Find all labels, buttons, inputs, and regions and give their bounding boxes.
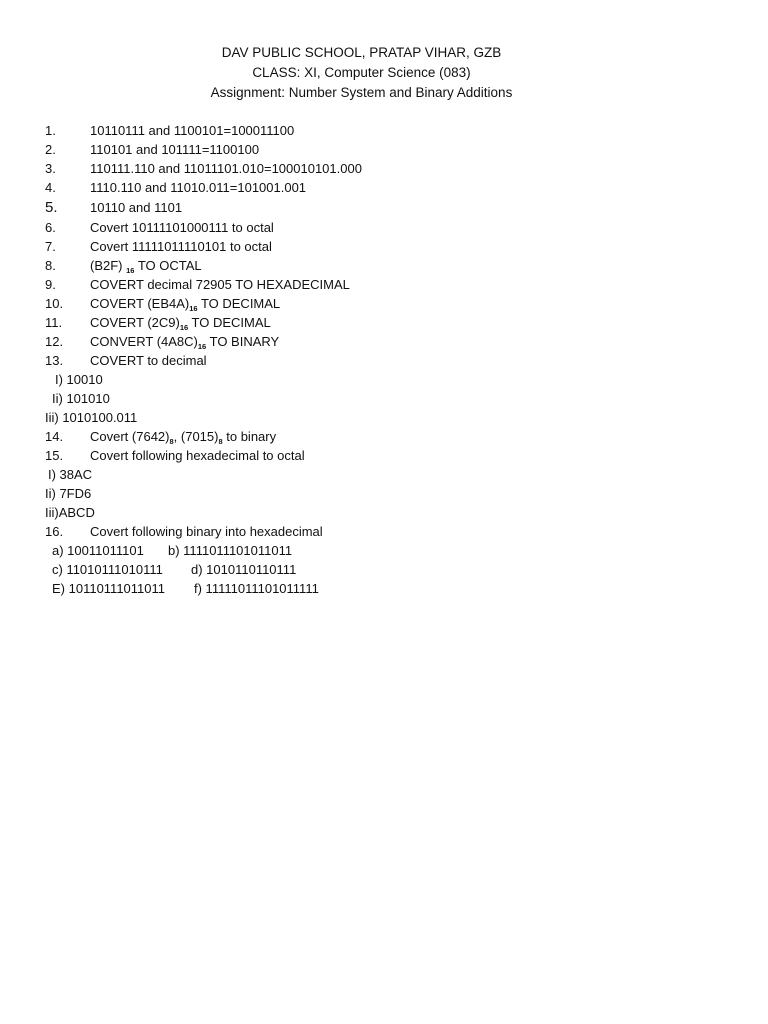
question-text: 1110.110 and 11010.011=101001.001 bbox=[90, 180, 307, 195]
question-number: 16. bbox=[45, 524, 64, 539]
question-item bbox=[45, 140, 725, 159]
sub-item-text: E) 10110111011011 bbox=[52, 581, 166, 596]
question-item bbox=[45, 275, 725, 294]
question-text-part: CONVERT (4A8C) bbox=[90, 334, 198, 349]
question-number: 11. bbox=[45, 315, 63, 330]
sub-item-text: c) 11010111010111 bbox=[52, 562, 163, 577]
question-number: 8. bbox=[45, 258, 56, 273]
question-item bbox=[45, 446, 725, 465]
base-subscript: 16 bbox=[179, 323, 189, 332]
sub-item bbox=[45, 389, 725, 408]
question-text: 10110111 and 1100101=100011100 bbox=[90, 123, 295, 138]
question-text-part: (B2F) bbox=[90, 258, 127, 273]
question-number: 12. bbox=[45, 334, 64, 349]
question-item bbox=[45, 218, 725, 237]
sub-item-text: f) 11111011101011111 bbox=[194, 581, 319, 596]
question-number: 6. bbox=[45, 220, 56, 235]
question-number: 4. bbox=[45, 180, 56, 195]
question-text-part: , (7015) bbox=[173, 429, 219, 444]
question-text: Covert following hexadecimal to octal bbox=[90, 448, 305, 463]
sub-item bbox=[45, 503, 725, 522]
question-item bbox=[45, 121, 725, 140]
question-item bbox=[45, 427, 725, 446]
sub-item-text: d) 1010110110111 bbox=[191, 562, 297, 577]
sub-item bbox=[45, 370, 725, 389]
question-text bbox=[90, 427, 276, 448]
question-number: 15. bbox=[45, 448, 64, 463]
question-item bbox=[45, 178, 725, 197]
question-number: 7. bbox=[45, 239, 56, 254]
question-text: COVERT decimal 72905 TO HEXADECIMAL bbox=[90, 277, 350, 292]
question-text: Covert 11111011110101 to octal bbox=[90, 239, 272, 254]
question-text: 110101 and 101111=1100100 bbox=[90, 142, 260, 157]
question-item bbox=[45, 522, 725, 541]
sub-item-text: I) 10010 bbox=[55, 372, 103, 387]
question-item bbox=[45, 197, 725, 218]
sub-item-pair bbox=[45, 541, 725, 560]
sub-item-pair bbox=[45, 579, 725, 598]
question-text bbox=[90, 313, 271, 334]
question-item bbox=[45, 237, 725, 256]
base-subscript: 16 bbox=[189, 304, 198, 313]
question-text-part: TO DECIMAL bbox=[188, 315, 271, 330]
question-text: COVERT to decimal bbox=[90, 353, 207, 368]
sub-item bbox=[45, 408, 725, 427]
question-text-part: TO OCTAL bbox=[134, 258, 202, 273]
question-text-part: Covert (7642) bbox=[90, 429, 170, 444]
sub-item-text: I) 38AC bbox=[48, 467, 93, 482]
base-subscript: 8 bbox=[218, 437, 223, 446]
question-text bbox=[90, 256, 202, 277]
sub-item-pair bbox=[45, 560, 725, 579]
question-number: 9. bbox=[45, 277, 56, 292]
question-text bbox=[90, 332, 279, 353]
question-item bbox=[45, 351, 725, 370]
question-item bbox=[45, 332, 725, 351]
sub-item-text: a) 10011011101 bbox=[52, 543, 144, 558]
question-number: 5. bbox=[45, 199, 58, 216]
assignment-title: Assignment: Number System and Binary Additions bbox=[210, 85, 513, 100]
question-item bbox=[45, 313, 725, 332]
question-item bbox=[45, 256, 725, 275]
question-item bbox=[45, 159, 725, 178]
question-text: 110111.110 and 11011101.010=100010101.000 bbox=[90, 161, 362, 176]
base-subscript: 16 bbox=[126, 266, 135, 275]
question-text bbox=[90, 294, 280, 315]
sub-item-text: Iii)ABCD bbox=[45, 505, 95, 520]
question-text-part: COVERT (EB4A) bbox=[90, 296, 190, 311]
base-subscript: 8 bbox=[169, 437, 174, 446]
question-text: Covert following binary into hexadecimal bbox=[90, 524, 323, 539]
sub-item bbox=[45, 484, 725, 503]
question-text-part: COVERT (2C9) bbox=[90, 315, 180, 330]
base-subscript: 16 bbox=[197, 342, 207, 351]
question-text-part: TO DECIMAL bbox=[197, 296, 281, 311]
school-name: DAV PUBLIC SCHOOL, PRATAP VIHAR, GZB bbox=[221, 45, 502, 60]
sub-item-text: b) 1111011101011011 bbox=[168, 543, 293, 558]
question-text: Covert 10111101000111 to octal bbox=[90, 220, 274, 235]
question-number: 10. bbox=[45, 296, 64, 311]
question-text-part: to binary bbox=[222, 429, 277, 444]
sub-item-text: Ii) 101010 bbox=[52, 391, 110, 406]
question-item bbox=[45, 294, 725, 313]
question-number: 3. bbox=[45, 161, 56, 176]
question-number: 13. bbox=[45, 353, 64, 368]
document-header bbox=[0, 43, 723, 103]
question-number: 14. bbox=[45, 429, 64, 444]
question-number: 2. bbox=[45, 142, 56, 157]
sub-item bbox=[45, 465, 725, 484]
sub-item-text: Iii) 1010100.011 bbox=[45, 410, 138, 425]
sub-item-text: Ii) 7FD6 bbox=[45, 486, 92, 501]
question-list bbox=[45, 121, 725, 598]
question-text-part: TO BINARY bbox=[206, 334, 280, 349]
question-number: 1. bbox=[45, 123, 56, 138]
question-text: 10110 and 1101 bbox=[90, 200, 183, 215]
class-subject: CLASS: XI, Computer Science (083) bbox=[252, 65, 471, 80]
